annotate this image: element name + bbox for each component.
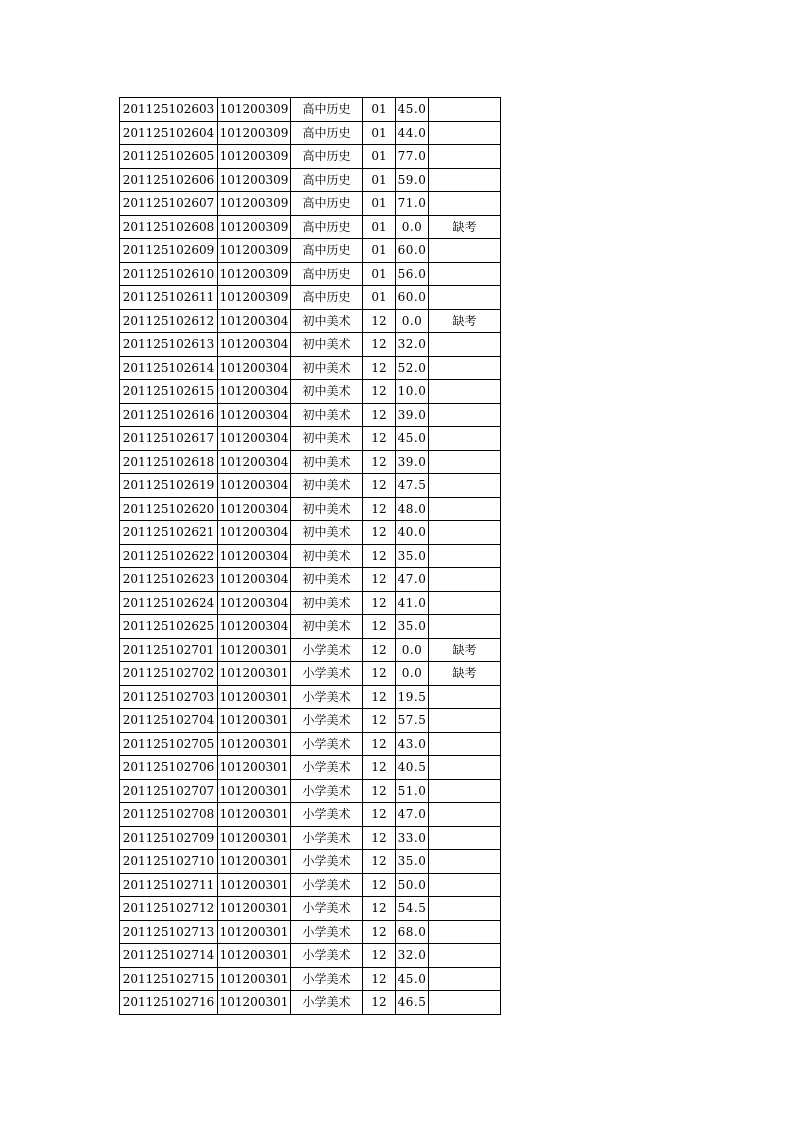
- table-row: [120, 591, 501, 615]
- subject-cell: 高中历史: [291, 262, 363, 286]
- position-code-cell: 101200304: [218, 591, 291, 615]
- score-cell: 56.0: [396, 262, 429, 286]
- subject-cell: 初中美术: [291, 403, 363, 427]
- table-row: [120, 98, 501, 122]
- subject-cell: 初中美术: [291, 521, 363, 545]
- exam-number-cell: 201125102703: [120, 685, 218, 709]
- group-cell: 12: [363, 474, 396, 498]
- exam-number-cell: 201125102701: [120, 638, 218, 662]
- position-code-cell: 101200304: [218, 403, 291, 427]
- remark-cell: [429, 356, 501, 380]
- group-cell: 12: [363, 427, 396, 451]
- subject-cell: 小学美术: [291, 944, 363, 968]
- score-cell: 60.0: [396, 286, 429, 310]
- exam-number-cell: 201125102605: [120, 145, 218, 169]
- remark-cell: [429, 192, 501, 216]
- subject-cell: 小学美术: [291, 779, 363, 803]
- table-row: [120, 826, 501, 850]
- remark-cell: [429, 756, 501, 780]
- table-row: [120, 521, 501, 545]
- group-cell: 12: [363, 403, 396, 427]
- exam-number-cell: 201125102716: [120, 991, 218, 1015]
- remark-cell: [429, 967, 501, 991]
- score-cell: 0.0: [396, 638, 429, 662]
- remark-cell: [429, 403, 501, 427]
- group-cell: 12: [363, 991, 396, 1015]
- score-table-body: [120, 98, 501, 1015]
- score-cell: 77.0: [396, 145, 429, 169]
- remark-cell: [429, 873, 501, 897]
- position-code-cell: 101200301: [218, 685, 291, 709]
- remark-cell: [429, 262, 501, 286]
- remark-cell: [429, 897, 501, 921]
- subject-cell: 初中美术: [291, 568, 363, 592]
- exam-number-cell: 201125102604: [120, 121, 218, 145]
- subject-cell: 小学美术: [291, 873, 363, 897]
- table-row: [120, 309, 501, 333]
- table-row: [120, 286, 501, 310]
- group-cell: 12: [363, 380, 396, 404]
- group-cell: 01: [363, 239, 396, 263]
- position-code-cell: 101200304: [218, 521, 291, 545]
- remark-cell: [429, 732, 501, 756]
- exam-number-cell: 201125102714: [120, 944, 218, 968]
- position-code-cell: 101200301: [218, 662, 291, 686]
- table-row: [120, 873, 501, 897]
- score-cell: 0.0: [396, 215, 429, 239]
- remark-cell: [429, 98, 501, 122]
- exam-number-cell: 201125102623: [120, 568, 218, 592]
- remark-cell: [429, 145, 501, 169]
- remark-cell: 缺考: [429, 662, 501, 686]
- exam-number-cell: 201125102625: [120, 615, 218, 639]
- table-row: [120, 145, 501, 169]
- exam-number-cell: 201125102620: [120, 497, 218, 521]
- subject-cell: 初中美术: [291, 309, 363, 333]
- remark-cell: [429, 826, 501, 850]
- group-cell: 01: [363, 168, 396, 192]
- exam-number-cell: 201125102706: [120, 756, 218, 780]
- group-cell: 01: [363, 192, 396, 216]
- position-code-cell: 101200304: [218, 615, 291, 639]
- group-cell: 12: [363, 967, 396, 991]
- group-cell: 12: [363, 779, 396, 803]
- table-row: [120, 967, 501, 991]
- remark-cell: [429, 779, 501, 803]
- table-row: [120, 779, 501, 803]
- subject-cell: 小学美术: [291, 897, 363, 921]
- table-row: [120, 920, 501, 944]
- table-row: [120, 568, 501, 592]
- exam-number-cell: 201125102702: [120, 662, 218, 686]
- subject-cell: 小学美术: [291, 638, 363, 662]
- position-code-cell: 101200309: [218, 168, 291, 192]
- subject-cell: 高中历史: [291, 168, 363, 192]
- score-cell: 45.0: [396, 98, 429, 122]
- position-code-cell: 101200301: [218, 920, 291, 944]
- table-row: [120, 239, 501, 263]
- group-cell: 01: [363, 262, 396, 286]
- subject-cell: 小学美术: [291, 756, 363, 780]
- position-code-cell: 101200301: [218, 991, 291, 1015]
- group-cell: 01: [363, 121, 396, 145]
- score-cell: 39.0: [396, 403, 429, 427]
- position-code-cell: 101200304: [218, 497, 291, 521]
- remark-cell: [429, 568, 501, 592]
- exam-number-cell: 201125102621: [120, 521, 218, 545]
- table-row: [120, 638, 501, 662]
- remark-cell: [429, 497, 501, 521]
- subject-cell: 初中美术: [291, 544, 363, 568]
- table-row: [120, 403, 501, 427]
- group-cell: 12: [363, 615, 396, 639]
- remark-cell: [429, 615, 501, 639]
- remark-cell: [429, 380, 501, 404]
- position-code-cell: 101200304: [218, 568, 291, 592]
- score-cell: 10.0: [396, 380, 429, 404]
- group-cell: 12: [363, 826, 396, 850]
- score-cell: 48.0: [396, 497, 429, 521]
- exam-number-cell: 201125102609: [120, 239, 218, 263]
- table-row: [120, 662, 501, 686]
- group-cell: 12: [363, 521, 396, 545]
- score-cell: 39.0: [396, 450, 429, 474]
- subject-cell: 初中美术: [291, 615, 363, 639]
- table-row: [120, 356, 501, 380]
- table-row: [120, 262, 501, 286]
- position-code-cell: 101200301: [218, 756, 291, 780]
- remark-cell: [429, 991, 501, 1015]
- subject-cell: 高中历史: [291, 239, 363, 263]
- position-code-cell: 101200301: [218, 850, 291, 874]
- table-row: [120, 803, 501, 827]
- remark-cell: [429, 920, 501, 944]
- position-code-cell: 101200301: [218, 779, 291, 803]
- score-cell: 41.0: [396, 591, 429, 615]
- table-row: [120, 497, 501, 521]
- table-row: [120, 756, 501, 780]
- group-cell: 12: [363, 944, 396, 968]
- position-code-cell: 101200301: [218, 967, 291, 991]
- score-cell: 0.0: [396, 662, 429, 686]
- table-row: [120, 991, 501, 1015]
- position-code-cell: 101200301: [218, 826, 291, 850]
- position-code-cell: 101200309: [218, 121, 291, 145]
- exam-number-cell: 201125102607: [120, 192, 218, 216]
- subject-cell: 小学美术: [291, 967, 363, 991]
- subject-cell: 初中美术: [291, 356, 363, 380]
- score-cell: 57.5: [396, 709, 429, 733]
- score-cell: 52.0: [396, 356, 429, 380]
- group-cell: 12: [363, 450, 396, 474]
- exam-number-cell: 201125102622: [120, 544, 218, 568]
- exam-number-cell: 201125102707: [120, 779, 218, 803]
- table-row: [120, 333, 501, 357]
- position-code-cell: 101200304: [218, 309, 291, 333]
- position-code-cell: 101200304: [218, 356, 291, 380]
- score-cell: 51.0: [396, 779, 429, 803]
- subject-cell: 小学美术: [291, 685, 363, 709]
- remark-cell: [429, 685, 501, 709]
- position-code-cell: 101200301: [218, 709, 291, 733]
- score-cell: 32.0: [396, 333, 429, 357]
- subject-cell: 高中历史: [291, 145, 363, 169]
- subject-cell: 高中历史: [291, 121, 363, 145]
- group-cell: 12: [363, 356, 396, 380]
- score-cell: 0.0: [396, 309, 429, 333]
- remark-cell: 缺考: [429, 638, 501, 662]
- score-cell: 40.0: [396, 521, 429, 545]
- position-code-cell: 101200304: [218, 380, 291, 404]
- score-cell: 35.0: [396, 544, 429, 568]
- group-cell: 12: [363, 897, 396, 921]
- group-cell: 01: [363, 286, 396, 310]
- subject-cell: 初中美术: [291, 380, 363, 404]
- position-code-cell: 101200301: [218, 873, 291, 897]
- score-cell: 44.0: [396, 121, 429, 145]
- remark-cell: [429, 474, 501, 498]
- score-cell: 59.0: [396, 168, 429, 192]
- exam-number-cell: 201125102608: [120, 215, 218, 239]
- group-cell: 12: [363, 544, 396, 568]
- remark-cell: [429, 239, 501, 263]
- group-cell: 01: [363, 145, 396, 169]
- group-cell: 12: [363, 850, 396, 874]
- subject-cell: 高中历史: [291, 215, 363, 239]
- exam-number-cell: 201125102704: [120, 709, 218, 733]
- group-cell: 12: [363, 685, 396, 709]
- table-row: [120, 944, 501, 968]
- score-cell: 19.5: [396, 685, 429, 709]
- remark-cell: [429, 944, 501, 968]
- exam-number-cell: 201125102709: [120, 826, 218, 850]
- position-code-cell: 101200304: [218, 450, 291, 474]
- group-cell: 12: [363, 333, 396, 357]
- exam-number-cell: 201125102712: [120, 897, 218, 921]
- remark-cell: [429, 168, 501, 192]
- exam-number-cell: 201125102708: [120, 803, 218, 827]
- position-code-cell: 101200304: [218, 427, 291, 451]
- group-cell: 12: [363, 803, 396, 827]
- group-cell: 12: [363, 756, 396, 780]
- subject-cell: 高中历史: [291, 286, 363, 310]
- score-cell: 33.0: [396, 826, 429, 850]
- subject-cell: 初中美术: [291, 427, 363, 451]
- score-cell: 47.0: [396, 803, 429, 827]
- table-row: [120, 168, 501, 192]
- position-code-cell: 101200309: [218, 145, 291, 169]
- score-cell: 50.0: [396, 873, 429, 897]
- position-code-cell: 101200304: [218, 544, 291, 568]
- exam-number-cell: 201125102711: [120, 873, 218, 897]
- exam-number-cell: 201125102619: [120, 474, 218, 498]
- table-row: [120, 474, 501, 498]
- remark-cell: [429, 450, 501, 474]
- remark-cell: [429, 850, 501, 874]
- subject-cell: 小学美术: [291, 732, 363, 756]
- subject-cell: 高中历史: [291, 192, 363, 216]
- group-cell: 12: [363, 732, 396, 756]
- group-cell: 12: [363, 309, 396, 333]
- table-row: [120, 685, 501, 709]
- remark-cell: [429, 709, 501, 733]
- position-code-cell: 101200301: [218, 944, 291, 968]
- position-code-cell: 101200309: [218, 286, 291, 310]
- remark-cell: [429, 803, 501, 827]
- score-cell: 47.0: [396, 568, 429, 592]
- exam-number-cell: 201125102610: [120, 262, 218, 286]
- group-cell: 12: [363, 920, 396, 944]
- exam-number-cell: 201125102624: [120, 591, 218, 615]
- subject-cell: 小学美术: [291, 850, 363, 874]
- position-code-cell: 101200309: [218, 239, 291, 263]
- remark-cell: [429, 521, 501, 545]
- table-row: [120, 732, 501, 756]
- score-table: [119, 97, 501, 1015]
- exam-number-cell: 201125102618: [120, 450, 218, 474]
- group-cell: 12: [363, 638, 396, 662]
- exam-number-cell: 201125102715: [120, 967, 218, 991]
- remark-cell: [429, 591, 501, 615]
- remark-cell: [429, 544, 501, 568]
- group-cell: 12: [363, 591, 396, 615]
- exam-number-cell: 201125102710: [120, 850, 218, 874]
- remark-cell: [429, 427, 501, 451]
- score-cell: 47.5: [396, 474, 429, 498]
- subject-cell: 小学美术: [291, 662, 363, 686]
- score-cell: 32.0: [396, 944, 429, 968]
- score-cell: 60.0: [396, 239, 429, 263]
- remark-cell: [429, 286, 501, 310]
- score-cell: 40.5: [396, 756, 429, 780]
- group-cell: 12: [363, 662, 396, 686]
- subject-cell: 小学美术: [291, 991, 363, 1015]
- subject-cell: 初中美术: [291, 474, 363, 498]
- table-row: [120, 380, 501, 404]
- table-row: [120, 450, 501, 474]
- table-row: [120, 897, 501, 921]
- remark-cell: 缺考: [429, 309, 501, 333]
- subject-cell: 小学美术: [291, 920, 363, 944]
- score-cell: 45.0: [396, 427, 429, 451]
- exam-number-cell: 201125102713: [120, 920, 218, 944]
- remark-cell: [429, 333, 501, 357]
- position-code-cell: 101200301: [218, 638, 291, 662]
- table-row: [120, 215, 501, 239]
- exam-number-cell: 201125102612: [120, 309, 218, 333]
- score-cell: 46.5: [396, 991, 429, 1015]
- subject-cell: 高中历史: [291, 98, 363, 122]
- subject-cell: 初中美术: [291, 497, 363, 521]
- score-cell: 43.0: [396, 732, 429, 756]
- position-code-cell: 101200304: [218, 474, 291, 498]
- table-row: [120, 709, 501, 733]
- subject-cell: 小学美术: [291, 803, 363, 827]
- table-row: [120, 615, 501, 639]
- group-cell: 01: [363, 98, 396, 122]
- group-cell: 12: [363, 568, 396, 592]
- table-row: [120, 850, 501, 874]
- group-cell: 12: [363, 873, 396, 897]
- subject-cell: 初中美术: [291, 450, 363, 474]
- group-cell: 12: [363, 709, 396, 733]
- position-code-cell: 101200309: [218, 98, 291, 122]
- position-code-cell: 101200301: [218, 897, 291, 921]
- position-code-cell: 101200301: [218, 803, 291, 827]
- score-cell: 45.0: [396, 967, 429, 991]
- score-cell: 71.0: [396, 192, 429, 216]
- exam-number-cell: 201125102615: [120, 380, 218, 404]
- group-cell: 01: [363, 215, 396, 239]
- table-row: [120, 427, 501, 451]
- subject-cell: 初中美术: [291, 333, 363, 357]
- exam-number-cell: 201125102613: [120, 333, 218, 357]
- position-code-cell: 101200309: [218, 262, 291, 286]
- position-code-cell: 101200309: [218, 215, 291, 239]
- remark-cell: 缺考: [429, 215, 501, 239]
- position-code-cell: 101200309: [218, 192, 291, 216]
- exam-number-cell: 201125102611: [120, 286, 218, 310]
- score-cell: 54.5: [396, 897, 429, 921]
- exam-number-cell: 201125102705: [120, 732, 218, 756]
- remark-cell: [429, 121, 501, 145]
- exam-number-cell: 201125102617: [120, 427, 218, 451]
- exam-number-cell: 201125102603: [120, 98, 218, 122]
- exam-number-cell: 201125102606: [120, 168, 218, 192]
- table-row: [120, 544, 501, 568]
- table-row: [120, 192, 501, 216]
- score-cell: 35.0: [396, 615, 429, 639]
- group-cell: 12: [363, 497, 396, 521]
- subject-cell: 小学美术: [291, 826, 363, 850]
- subject-cell: 初中美术: [291, 591, 363, 615]
- table-row: [120, 121, 501, 145]
- subject-cell: 小学美术: [291, 709, 363, 733]
- position-code-cell: 101200301: [218, 732, 291, 756]
- score-cell: 68.0: [396, 920, 429, 944]
- position-code-cell: 101200304: [218, 333, 291, 357]
- exam-number-cell: 201125102616: [120, 403, 218, 427]
- score-cell: 35.0: [396, 850, 429, 874]
- exam-number-cell: 201125102614: [120, 356, 218, 380]
